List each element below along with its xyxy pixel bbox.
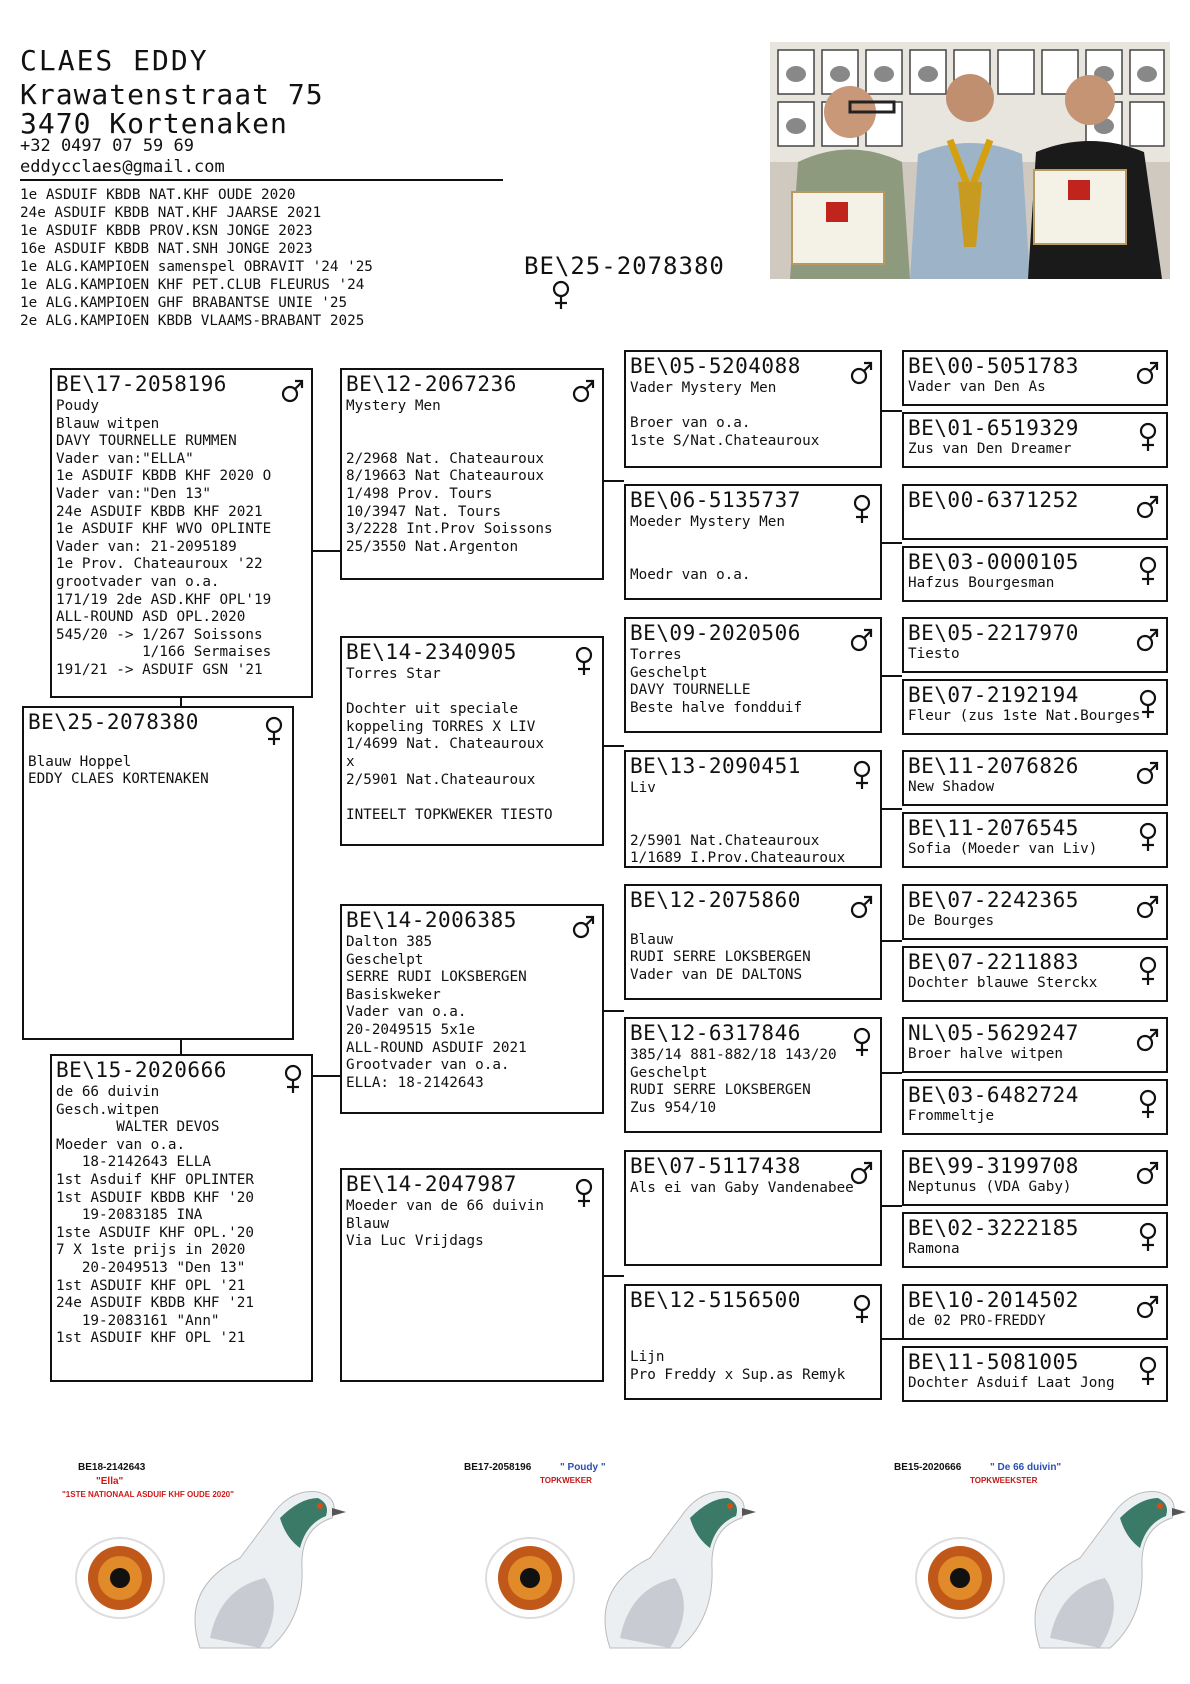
achievement-item: 16e ASDUIF KBDB NAT.SNH JONGE 2023 — [20, 241, 313, 257]
pigeon-card — [460, 1458, 790, 1663]
detail-line: 8/19663 Nat Chateauroux — [346, 468, 544, 485]
detail-line: Als ei van Gaby Vandenabee — [630, 1180, 854, 1196]
gg-grandparent-box — [902, 1150, 1168, 1206]
connector-line — [880, 1205, 902, 1207]
gg-grandparent-box — [902, 946, 1168, 1002]
ring-number: BE\14-2047987 — [346, 1172, 517, 1196]
sire-box — [50, 368, 313, 698]
detail-line — [346, 684, 553, 702]
great-grandparent-box — [624, 1017, 882, 1133]
detail-line: SERRE RUDI LOKSBERGEN — [346, 969, 527, 986]
pigeon-details — [908, 1241, 960, 1259]
detail-line — [908, 513, 917, 531]
ring-number: BE\06-5135737 — [630, 488, 801, 512]
ring-number: BE\01-6519329 — [908, 416, 1079, 440]
detail-line — [630, 798, 845, 816]
achievement-item: 1e ALG.KAMPIOEN KHF PET.CLUB FLEURUS '24 — [20, 277, 365, 293]
detail-line: 19-2083185 INA — [56, 1207, 203, 1224]
detail-line: DAVY TOURNELLE — [630, 682, 751, 699]
male-icon — [850, 894, 874, 920]
subject-box — [22, 706, 294, 1040]
pigeon-details — [908, 1046, 1063, 1064]
owner-email: eddycclaes@gmail.com — [20, 157, 225, 177]
detail-line: 18-2142643 ELLA — [56, 1154, 211, 1171]
male-icon — [850, 627, 874, 653]
detail-line: RUDI SERRE LOKSBERGEN — [630, 1082, 811, 1099]
pigeon-details — [630, 914, 811, 984]
card-pigeon-name: "Ella" — [96, 1476, 124, 1487]
gg-grandparent-box — [902, 750, 1168, 806]
detail-line: 25/3550 Nat.Argenton — [346, 538, 519, 555]
achievement-item: 1e ASDUIF KBDB NAT.KHF OUDE 2020 — [20, 187, 296, 203]
detail-line: Ramona — [908, 1241, 960, 1257]
detail-line: 2/2968 Nat. Chateauroux — [346, 450, 544, 467]
ring-number: BE\11-2076545 — [908, 816, 1079, 840]
detail-line: 2/5901 Nat.Chateauroux — [346, 771, 536, 788]
detail-line: Vader van o.a. — [346, 1004, 467, 1021]
card-title: BE15-2020666 — [894, 1462, 962, 1473]
male-icon — [1136, 894, 1160, 920]
ring-number: BE\12-6317846 — [630, 1021, 801, 1045]
ring-number: BE\11-5081005 — [908, 1350, 1079, 1374]
detail-line: Geschelpt — [630, 1064, 708, 1081]
owner-phone: +32 0497 07 59 69 — [20, 136, 194, 156]
detail-line: 191/21 -> ASDUIF GSN '21 — [56, 661, 263, 678]
detail-line: 20-2049515 5x1e — [346, 1021, 476, 1038]
detail-line: ALL-ROUND ASDUIF 2021 — [346, 1039, 527, 1056]
great-grandparent-box — [624, 750, 882, 868]
detail-line: Poudy — [56, 398, 100, 414]
pigeon-details — [908, 975, 1097, 993]
female-icon — [572, 1178, 596, 1208]
detail-line: Torres — [630, 647, 682, 663]
detail-line: koppeling TORRES X LIV — [346, 718, 536, 735]
pigeon-details — [908, 513, 917, 531]
detail-line: Vader Mystery Men — [630, 380, 777, 396]
ring-number: BE\00-6371252 — [908, 488, 1079, 512]
female-icon — [550, 280, 572, 314]
ring-number: BE\25-2078380 — [28, 710, 199, 734]
ring-number: BE\07-5117438 — [630, 1154, 801, 1178]
detail-line — [346, 433, 553, 451]
ring-number: BE\10-2014502 — [908, 1288, 1079, 1312]
detail-line: Moeder Mystery Men — [630, 514, 785, 530]
female-icon — [850, 760, 874, 790]
detail-line: Basiskweker — [346, 986, 441, 1003]
detail-line: Frommeltje — [908, 1108, 995, 1124]
pigeon-details — [56, 1084, 254, 1348]
ring-number: BE\07-2192194 — [908, 683, 1079, 707]
detail-line — [630, 914, 811, 932]
detail-line: Geschelpt — [346, 951, 424, 968]
detail-line: 20-2049513 "Den 13" — [56, 1259, 246, 1276]
detail-line: 1/1689 I.Prov.Chateauroux — [630, 850, 846, 867]
ring-number: BE\07-2242365 — [908, 888, 1079, 912]
detail-line: 24e ASDUIF KBDB KHF '21 — [56, 1295, 254, 1312]
detail-line: Vader van Den As — [908, 379, 1046, 395]
ring-number: BE\05-2217970 — [908, 621, 1079, 645]
great-grandparent-box — [624, 1150, 882, 1266]
pigeon-details — [908, 441, 1072, 459]
gg-grandparent-box — [902, 1284, 1168, 1340]
card-subtitle: TOPKWEEKSTER — [970, 1476, 1038, 1485]
detail-line: Vader van:"Den 13" — [56, 485, 211, 502]
male-icon — [1136, 1027, 1160, 1053]
ring-number: NL\05-5629247 — [908, 1021, 1079, 1045]
detail-line: Vader van:"ELLA" — [56, 450, 194, 467]
male-icon — [1136, 760, 1160, 786]
owner-name: CLAES EDDY — [20, 44, 209, 77]
ring-number: BE\03-6482724 — [908, 1083, 1079, 1107]
detail-line: Moeder van de 66 duivin — [346, 1198, 544, 1214]
ring-number: BE\02-3222185 — [908, 1216, 1079, 1240]
pigeon-details — [56, 398, 271, 680]
male-icon — [1136, 360, 1160, 386]
female-icon — [1136, 556, 1160, 586]
pigeon-details — [630, 1047, 837, 1117]
gg-grandparent-box — [902, 884, 1168, 940]
header-divider — [20, 179, 503, 181]
great-grandparent-box — [624, 884, 882, 1000]
detail-line — [630, 398, 819, 416]
connector-line — [880, 1072, 902, 1074]
detail-line: ALL-ROUND ASD OPL.2020 — [56, 609, 246, 626]
detail-line: Zus van Den Dreamer — [908, 441, 1072, 457]
card-pigeon-name: " De 66 duivin" — [990, 1462, 1062, 1473]
pigeon-details — [908, 646, 960, 664]
gg-grandparent-box — [902, 812, 1168, 868]
grandparent-box — [340, 1168, 604, 1382]
pigeon-details — [630, 514, 785, 584]
detail-line: Sofia (Moeder van Liv) — [908, 841, 1098, 857]
detail-line: Gesch.witpen — [56, 1101, 160, 1118]
grandparent-box — [340, 904, 604, 1114]
pigeon-details — [908, 841, 1097, 859]
card-title: BE17-2058196 — [464, 1462, 532, 1473]
detail-line: Via Luc Vrijdags — [346, 1233, 484, 1250]
detail-line: 7 X 1ste prijs in 2020 — [56, 1242, 246, 1259]
gg-grandparent-box — [902, 350, 1168, 406]
great-grandparent-box — [624, 350, 882, 468]
detail-line: WALTER DEVOS — [56, 1119, 220, 1136]
detail-line: Blauw — [346, 1215, 390, 1232]
ring-number: BE\03-0000105 — [908, 550, 1079, 574]
detail-line: 1e ASDUIF KBDB KHF 2020 O — [56, 468, 272, 485]
achievement-item: 1e ALG.KAMPIOEN GHF BRABANTSE UNIE '25 — [20, 295, 348, 311]
detail-line: RUDI SERRE LOKSBERGEN — [630, 949, 811, 966]
grandparent-box — [340, 636, 604, 846]
detail-line: 1/166 Sermaises — [56, 644, 272, 661]
owner-photo — [770, 42, 1170, 279]
female-icon — [850, 494, 874, 524]
card-title: BE18-2142643 — [78, 1462, 146, 1473]
ring-number: BE\09-2020506 — [630, 621, 801, 645]
detail-line: Tiesto — [908, 646, 960, 662]
gg-grandparent-box — [902, 1079, 1168, 1135]
female-icon — [1136, 422, 1160, 452]
achievement-item: 1e ALG.KAMPIOEN samenspel OBRAVIT '24 '25 — [20, 259, 373, 275]
detail-line: 1ste S/Nat.Chateauroux — [630, 432, 820, 449]
detail-line: Mystery Men — [346, 398, 441, 414]
detail-line: 1st Asduif KHF OPLINTER — [56, 1171, 254, 1188]
detail-line: EDDY CLAES KORTENAKEN — [28, 771, 209, 788]
connector-line — [312, 1075, 340, 1077]
gg-grandparent-box — [902, 1212, 1168, 1268]
ring-number: BE\12-5156500 — [630, 1288, 801, 1312]
ring-number: BE\00-5051783 — [908, 354, 1079, 378]
detail-line: 1st ASDUIF KBDB KHF '20 — [56, 1189, 254, 1206]
connector-line — [880, 410, 902, 412]
detail-line: INTEELT TOPKWEKER TIESTO — [346, 806, 553, 823]
connector-line — [880, 675, 902, 677]
grandparent-box — [340, 368, 604, 580]
detail-line: Blauw — [630, 931, 674, 948]
owner-street: Krawatenstraat 75 — [20, 78, 324, 111]
connector-line — [880, 542, 902, 544]
male-icon — [1136, 494, 1160, 520]
pigeon-details — [908, 708, 1140, 726]
pigeon-details — [908, 779, 994, 797]
pigeon-image — [460, 1458, 790, 1663]
achievement-item: 24e ASDUIF KBDB NAT.KHF JAARSE 2021 — [20, 205, 322, 221]
great-grandparent-box — [624, 617, 882, 733]
ring-number: BE\07-2211883 — [908, 950, 1079, 974]
gg-grandparent-box — [902, 617, 1168, 673]
detail-line — [346, 416, 553, 434]
pigeon-image — [50, 1458, 380, 1663]
female-icon — [1136, 956, 1160, 986]
detail-line: 385/14 881-882/18 143/20 — [630, 1047, 837, 1063]
detail-line — [630, 532, 785, 550]
ring-number: BE\99-3199708 — [908, 1154, 1079, 1178]
ring-number: BE\05-5204088 — [630, 354, 801, 378]
pigeon-card — [50, 1458, 380, 1663]
detail-line: 2/5901 Nat.Chateauroux — [630, 832, 820, 849]
ring-number: BE\11-2076826 — [908, 754, 1079, 778]
detail-line: Dochter blauwe Sterckx — [908, 975, 1098, 991]
subject-ring-header: BE\25-2078380 — [524, 252, 725, 280]
pigeon-details — [346, 1198, 544, 1251]
detail-line: Lijn — [630, 1349, 665, 1366]
female-icon — [1136, 1356, 1160, 1386]
detail-line: 19-2083161 "Ann" — [56, 1312, 220, 1329]
pigeon-details — [346, 666, 553, 824]
owner-city: 3470 Kortenaken — [20, 107, 288, 140]
ring-number: BE\17-2058196 — [56, 372, 227, 396]
female-icon — [850, 1294, 874, 1324]
achievement-item: 1e ASDUIF KBDB PROV.KSN JONGE 2023 — [20, 223, 313, 239]
great-grandparent-box — [624, 484, 882, 600]
detail-line: Dalton 385 — [346, 934, 433, 950]
detail-line: Pro Freddy x Sup.as Remyk — [630, 1366, 846, 1383]
detail-line: x — [346, 753, 355, 770]
detail-line: De Bourges — [908, 913, 995, 929]
detail-line: Dochter uit speciale — [346, 701, 519, 718]
pigeon-details — [346, 934, 527, 1092]
pigeon-details — [908, 575, 1054, 593]
detail-line: 1st ASDUIF KHF OPL '21 — [56, 1330, 246, 1347]
male-icon — [572, 914, 596, 940]
gg-grandparent-box — [902, 679, 1168, 735]
pigeon-details — [908, 1375, 1115, 1393]
detail-line — [630, 1314, 845, 1332]
card-subtitle: TOPKWEKER — [540, 1476, 592, 1485]
detail-line: New Shadow — [908, 779, 995, 795]
detail-line: Hafzus Bourgesman — [908, 575, 1055, 591]
detail-line — [630, 1332, 845, 1350]
detail-line: 545/20 -> 1/267 Soissons — [56, 626, 263, 643]
detail-line: Zus 954/10 — [630, 1099, 717, 1116]
pigeon-image — [890, 1458, 1190, 1663]
detail-line: Moedr van o.a. — [630, 566, 751, 583]
achievement-item: 2e ALG.KAMPIOEN KBDB VLAAMS-BRABANT 2025 — [20, 313, 365, 329]
card-pigeon-name: " Poudy " — [560, 1462, 606, 1473]
female-icon — [1136, 1222, 1160, 1252]
connector-line — [312, 550, 340, 552]
detail-line: Moeder van o.a. — [56, 1136, 186, 1153]
pigeon-details — [908, 379, 1046, 397]
ring-number: BE\15-2020666 — [56, 1058, 227, 1082]
detail-line: 10/3947 Nat. Tours — [346, 503, 501, 520]
detail-line: 1st ASDUIF KHF OPL '21 — [56, 1277, 246, 1294]
detail-line: 1ste ASDUIF KHF OPL.'20 — [56, 1224, 254, 1241]
detail-line: Liv — [630, 780, 656, 796]
detail-line: Blauw witpen — [56, 415, 160, 432]
detail-line: Torres Star — [346, 666, 441, 682]
detail-line: DAVY TOURNELLE RUMMEN — [56, 433, 237, 450]
detail-line: Broer halve witpen — [908, 1046, 1063, 1062]
female-icon — [1136, 822, 1160, 852]
pigeon-details — [630, 1180, 854, 1198]
pigeon-details — [908, 1108, 994, 1126]
great-grandparent-box — [624, 1284, 882, 1400]
male-icon — [572, 378, 596, 404]
detail-line — [346, 789, 553, 807]
detail-line: 171/19 2de ASD.KHF OPL'19 — [56, 591, 272, 608]
male-icon — [1136, 1160, 1160, 1186]
detail-line: Beste halve fondduif — [630, 699, 803, 716]
ring-number: BE\14-2006385 — [346, 908, 517, 932]
male-icon — [1136, 627, 1160, 653]
detail-line: Geschelpt — [630, 664, 708, 681]
gg-grandparent-box — [902, 412, 1168, 468]
detail-line: 1/498 Prov. Tours — [346, 485, 493, 502]
detail-line: Neptunus (VDA Gaby) — [908, 1179, 1072, 1195]
ring-number: BE\12-2075860 — [630, 888, 801, 912]
female-icon — [281, 1064, 305, 1094]
pigeon-details — [908, 913, 994, 931]
detail-line: de 02 PRO-FREDDY — [908, 1313, 1046, 1329]
pigeon-details — [346, 398, 553, 556]
pigeon-details — [630, 380, 819, 450]
connector-line — [602, 1010, 624, 1012]
connector-line — [880, 940, 902, 942]
gg-grandparent-box — [902, 1017, 1168, 1073]
ring-number: BE\13-2090451 — [630, 754, 801, 778]
detail-line: 1/4699 Nat. Chateauroux — [346, 736, 544, 753]
detail-line: de 66 duivin — [56, 1084, 160, 1100]
detail-line: Grootvader van o.a. — [346, 1057, 510, 1074]
ring-number: BE\12-2067236 — [346, 372, 517, 396]
connector-line — [880, 808, 902, 810]
detail-line: 1e Prov. Chateauroux '22 — [56, 556, 263, 573]
detail-line — [630, 815, 845, 833]
detail-line — [28, 736, 209, 754]
gg-grandparent-box — [902, 1346, 1168, 1402]
pigeon-details — [630, 1314, 845, 1384]
detail-line: grootvader van o.a. — [56, 573, 220, 590]
pigeon-details — [908, 1313, 1046, 1331]
detail-line: Vader van: 21-2095189 — [56, 538, 237, 555]
detail-line: ELLA: 18-2142643 — [346, 1074, 484, 1091]
pigeon-details — [908, 1179, 1072, 1197]
male-icon — [281, 378, 305, 404]
pigeon-details — [630, 780, 845, 868]
pigeon-details — [28, 736, 209, 789]
connector-line — [180, 1040, 182, 1054]
detail-line: Vader van DE DALTONS — [630, 966, 803, 983]
achievements-list — [20, 186, 373, 330]
female-icon — [572, 646, 596, 676]
detail-line: 24e ASDUIF KBDB KHF 2021 — [56, 503, 263, 520]
pigeon-details — [630, 647, 802, 717]
gg-grandparent-box — [902, 484, 1168, 540]
gg-grandparent-box — [902, 546, 1168, 602]
detail-line: 1e ASDUIF KHF WVO OPLINTE — [56, 521, 272, 538]
connector-line — [602, 480, 624, 482]
detail-line: Blauw Hoppel — [28, 753, 132, 770]
detail-line: Dochter Asduif Laat Jong — [908, 1375, 1115, 1391]
pigeon-card — [890, 1458, 1190, 1663]
male-icon — [1136, 1294, 1160, 1320]
detail-line: 3/2228 Int.Prov Soissons — [346, 521, 553, 538]
detail-line: Fleur (zus 1ste Nat.Bourges — [908, 708, 1141, 724]
connector-line — [602, 745, 624, 747]
detail-line — [630, 549, 785, 567]
detail-line: Broer van o.a. — [630, 415, 751, 432]
connector-line — [880, 1338, 902, 1340]
male-icon — [850, 360, 874, 386]
female-icon — [262, 716, 286, 746]
female-icon — [1136, 1089, 1160, 1119]
connector-line — [602, 1275, 624, 1277]
card-subtitle: "1STE NATIONAAL ASDUIF KHF OUDE 2020" — [62, 1490, 234, 1499]
female-icon — [850, 1027, 874, 1057]
dam-box — [50, 1054, 313, 1382]
ring-number: BE\14-2340905 — [346, 640, 517, 664]
